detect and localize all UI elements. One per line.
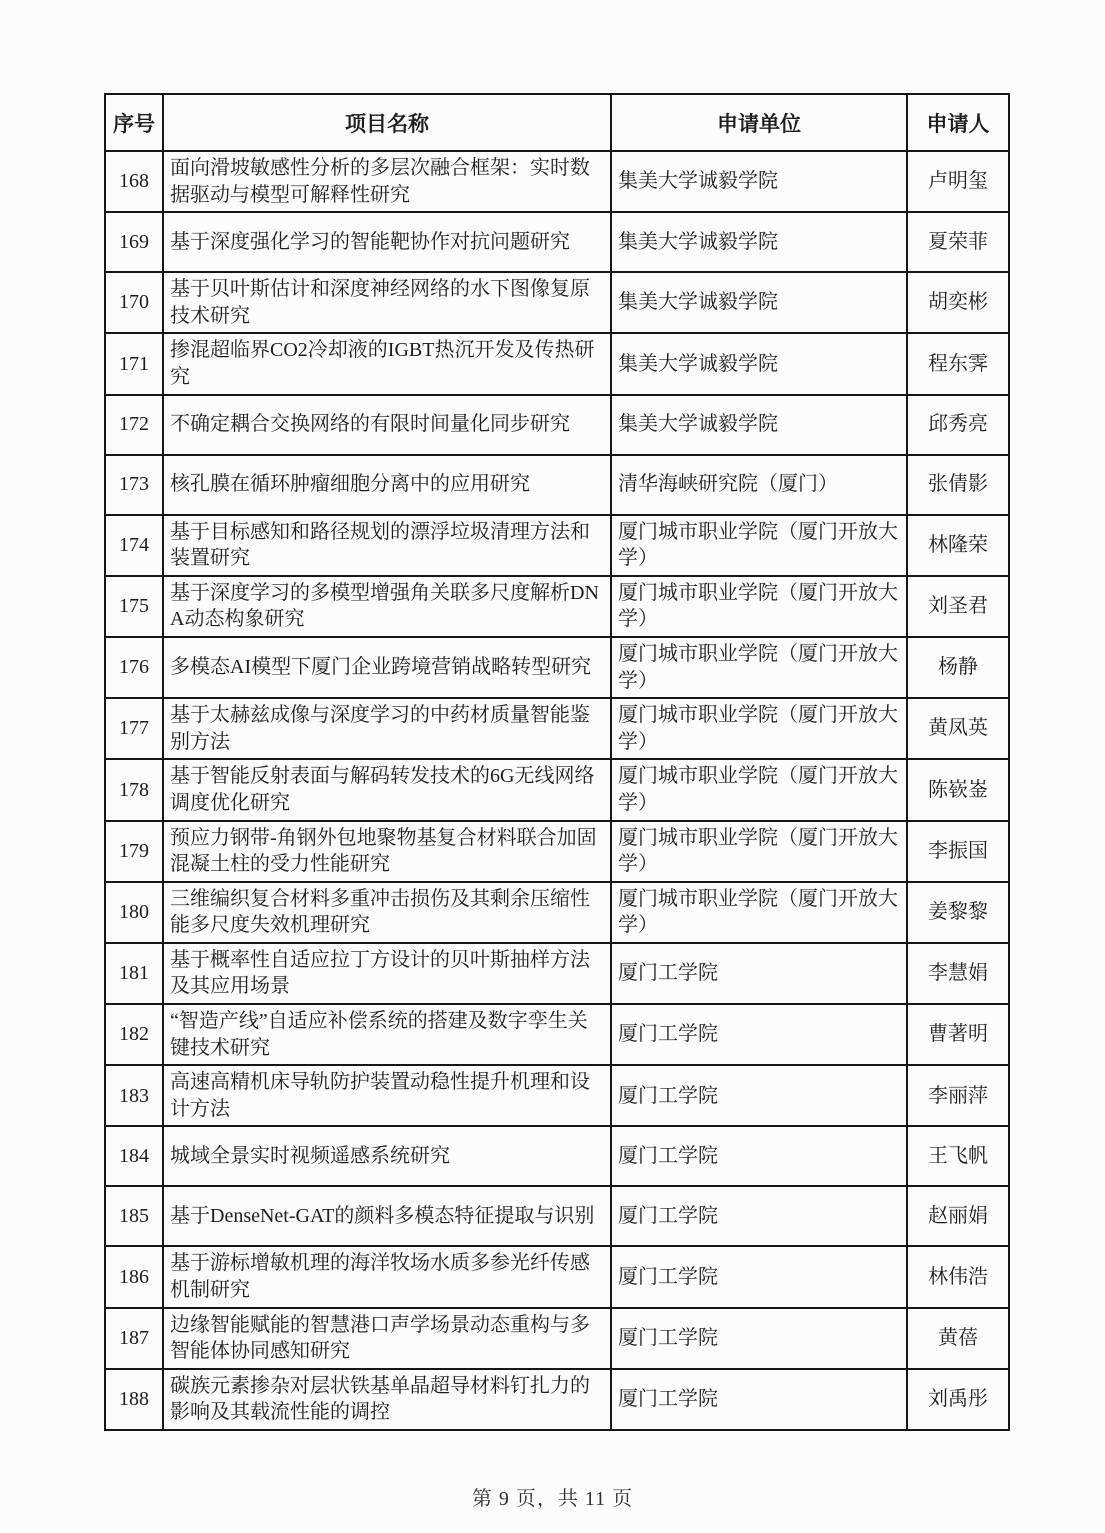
- cell-project-title: “智造产线”自适应补偿系统的搭建及数字孪生关键技术研究: [163, 1004, 611, 1065]
- cell-project-title: 基于游标增敏机理的海洋牧场水质多参光纤传感机制研究: [163, 1246, 611, 1307]
- cell-applicant-name: 李丽萍: [907, 1065, 1009, 1126]
- cell-applicant-organization: 厦门城市职业学院（厦门开放大学）: [611, 515, 907, 576]
- cell-serial-number: 172: [105, 395, 163, 455]
- cell-applicant-name: 刘禹彤: [907, 1369, 1009, 1430]
- cell-applicant-name: 卢明玺: [907, 151, 1009, 212]
- cell-applicant-organization: 厦门工学院: [611, 1004, 907, 1065]
- cell-serial-number: 177: [105, 698, 163, 759]
- table-header-row: [105, 94, 1009, 151]
- table-row: [105, 272, 1009, 333]
- table-row: [105, 1126, 1009, 1186]
- cell-applicant-name: 程东霁: [907, 333, 1009, 394]
- cell-project-title: 掺混超临界CO2冷却液的IGBT热沉开发及传热研究: [163, 333, 611, 394]
- cell-serial-number: 181: [105, 943, 163, 1004]
- cell-serial-number: 186: [105, 1246, 163, 1307]
- cell-applicant-name: 林隆荣: [907, 515, 1009, 576]
- cell-project-title: 基于概率性自适应拉丁方设计的贝叶斯抽样方法及其应用场景: [163, 943, 611, 1004]
- cell-serial-number: 187: [105, 1308, 163, 1369]
- table-row: [105, 943, 1009, 1004]
- projects-table: [104, 93, 1010, 1431]
- cell-applicant-organization: 厦门城市职业学院（厦门开放大学）: [611, 576, 907, 637]
- cell-applicant-organization: 集美大学诚毅学院: [611, 395, 907, 455]
- cell-serial-number: 182: [105, 1004, 163, 1065]
- table-row: [105, 333, 1009, 394]
- cell-applicant-name: 赵丽娟: [907, 1186, 1009, 1246]
- table-row: [105, 1246, 1009, 1307]
- cell-serial-number: 179: [105, 821, 163, 882]
- cell-applicant-organization: 集美大学诚毅学院: [611, 333, 907, 394]
- cell-project-title: 三维编织复合材料多重冲击损伤及其剩余压缩性能多尺度失效机理研究: [163, 882, 611, 943]
- table-row: [105, 212, 1009, 272]
- cell-project-title: 基于深度学习的多模型增强角关联多尺度解析DNA动态构象研究: [163, 576, 611, 637]
- cell-project-title: 基于深度强化学习的智能靶协作对抗问题研究: [163, 212, 611, 272]
- cell-applicant-organization: 厦门工学院: [611, 1369, 907, 1430]
- cell-serial-number: 178: [105, 759, 163, 820]
- cell-project-title: 基于目标感知和路径规划的漂浮垃圾清理方法和装置研究: [163, 515, 611, 576]
- cell-project-title: 多模态AI模型下厦门企业跨境营销战略转型研究: [163, 637, 611, 698]
- table-row: [105, 1186, 1009, 1246]
- cell-serial-number: 173: [105, 455, 163, 515]
- cell-serial-number: 169: [105, 212, 163, 272]
- cell-applicant-name: 林伟浩: [907, 1246, 1009, 1307]
- cell-project-title: 碳族元素掺杂对层状铁基单晶超导材料钉扎力的影响及其载流性能的调控: [163, 1369, 611, 1430]
- cell-applicant-name: 李振国: [907, 821, 1009, 882]
- cell-applicant-organization: 集美大学诚毅学院: [611, 272, 907, 333]
- cell-serial-number: 180: [105, 882, 163, 943]
- cell-serial-number: 174: [105, 515, 163, 576]
- cell-applicant-name: 邱秀亮: [907, 395, 1009, 455]
- table-row: [105, 395, 1009, 455]
- cell-applicant-name: 黄蓓: [907, 1308, 1009, 1369]
- cell-project-title: 基于DenseNet-GAT的颜料多模态特征提取与识别: [163, 1186, 611, 1246]
- cell-serial-number: 188: [105, 1369, 163, 1430]
- column-header: 申请人: [907, 94, 1009, 151]
- table-row: [105, 1369, 1009, 1430]
- table-row: [105, 455, 1009, 515]
- cell-applicant-name: 李慧娟: [907, 943, 1009, 1004]
- cell-applicant-organization: 厦门城市职业学院（厦门开放大学）: [611, 882, 907, 943]
- cell-applicant-organization: 厦门城市职业学院（厦门开放大学）: [611, 698, 907, 759]
- cell-applicant-name: 王飞帆: [907, 1126, 1009, 1186]
- cell-applicant-organization: 厦门城市职业学院（厦门开放大学）: [611, 637, 907, 698]
- cell-applicant-organization: 厦门工学院: [611, 1126, 907, 1186]
- cell-serial-number: 185: [105, 1186, 163, 1246]
- column-header: 序号: [105, 94, 163, 151]
- cell-applicant-name: 陈嵚崟: [907, 759, 1009, 820]
- cell-applicant-name: 曹著明: [907, 1004, 1009, 1065]
- cell-applicant-organization: 厦门工学院: [611, 1065, 907, 1126]
- table-row: [105, 515, 1009, 576]
- column-header: 项目名称: [163, 94, 611, 151]
- cell-applicant-name: 姜黎黎: [907, 882, 1009, 943]
- column-header: 申请单位: [611, 94, 907, 151]
- cell-serial-number: 184: [105, 1126, 163, 1186]
- cell-applicant-organization: 厦门工学院: [611, 943, 907, 1004]
- cell-project-title: 高速高精机床导轨防护装置动稳性提升机理和设计方法: [163, 1065, 611, 1126]
- cell-serial-number: 183: [105, 1065, 163, 1126]
- cell-applicant-organization: 集美大学诚毅学院: [611, 212, 907, 272]
- cell-applicant-name: 胡奕彬: [907, 272, 1009, 333]
- cell-project-title: 城域全景实时视频遥感系统研究: [163, 1126, 611, 1186]
- table-row: [105, 821, 1009, 882]
- cell-applicant-organization: 厦门工学院: [611, 1186, 907, 1246]
- cell-project-title: 核孔膜在循环肿瘤细胞分离中的应用研究: [163, 455, 611, 515]
- table-row: [105, 637, 1009, 698]
- cell-applicant-organization: 厦门工学院: [611, 1308, 907, 1369]
- cell-applicant-name: 夏荣菲: [907, 212, 1009, 272]
- cell-applicant-organization: 清华海峡研究院（厦门）: [611, 455, 907, 515]
- table-row: [105, 882, 1009, 943]
- cell-serial-number: 175: [105, 576, 163, 637]
- cell-project-title: 基于太赫兹成像与深度学习的中药材质量智能鉴别方法: [163, 698, 611, 759]
- cell-serial-number: 170: [105, 272, 163, 333]
- table-body: [105, 151, 1009, 1430]
- cell-project-title: 基于贝叶斯估计和深度神经网络的水下图像复原技术研究: [163, 272, 611, 333]
- table-row: [105, 1308, 1009, 1369]
- cell-serial-number: 168: [105, 151, 163, 212]
- table-row: [105, 759, 1009, 820]
- cell-applicant-organization: 厦门城市职业学院（厦门开放大学）: [611, 821, 907, 882]
- cell-applicant-name: 张倩影: [907, 455, 1009, 515]
- cell-project-title: 面向滑坡敏感性分析的多层次融合框架：实时数据驱动与模型可解释性研究: [163, 151, 611, 212]
- cell-applicant-organization: 厦门工学院: [611, 1246, 907, 1307]
- table-row: [105, 1065, 1009, 1126]
- cell-applicant-name: 黄凤英: [907, 698, 1009, 759]
- cell-project-title: 预应力钢带-角钢外包地聚物基复合材料联合加固混凝土柱的受力性能研究: [163, 821, 611, 882]
- table-row: [105, 151, 1009, 212]
- cell-serial-number: 176: [105, 637, 163, 698]
- cell-applicant-name: 杨静: [907, 637, 1009, 698]
- cell-applicant-organization: 集美大学诚毅学院: [611, 151, 907, 212]
- cell-applicant-organization: 厦门城市职业学院（厦门开放大学）: [611, 759, 907, 820]
- cell-serial-number: 171: [105, 333, 163, 394]
- page-number: 第 9 页，共 11 页: [471, 1488, 634, 1510]
- table-row: [105, 698, 1009, 759]
- cell-project-title: 边缘智能赋能的智慧港口声学场景动态重构与多智能体协同感知研究: [163, 1308, 611, 1369]
- cell-project-title: 基于智能反射表面与解码转发技术的6G无线网络调度优化研究: [163, 759, 611, 820]
- table-row: [105, 1004, 1009, 1065]
- table-row: [105, 576, 1009, 637]
- cell-applicant-name: 刘圣君: [907, 576, 1009, 637]
- cell-project-title: 不确定耦合交换网络的有限时间量化同步研究: [163, 395, 611, 455]
